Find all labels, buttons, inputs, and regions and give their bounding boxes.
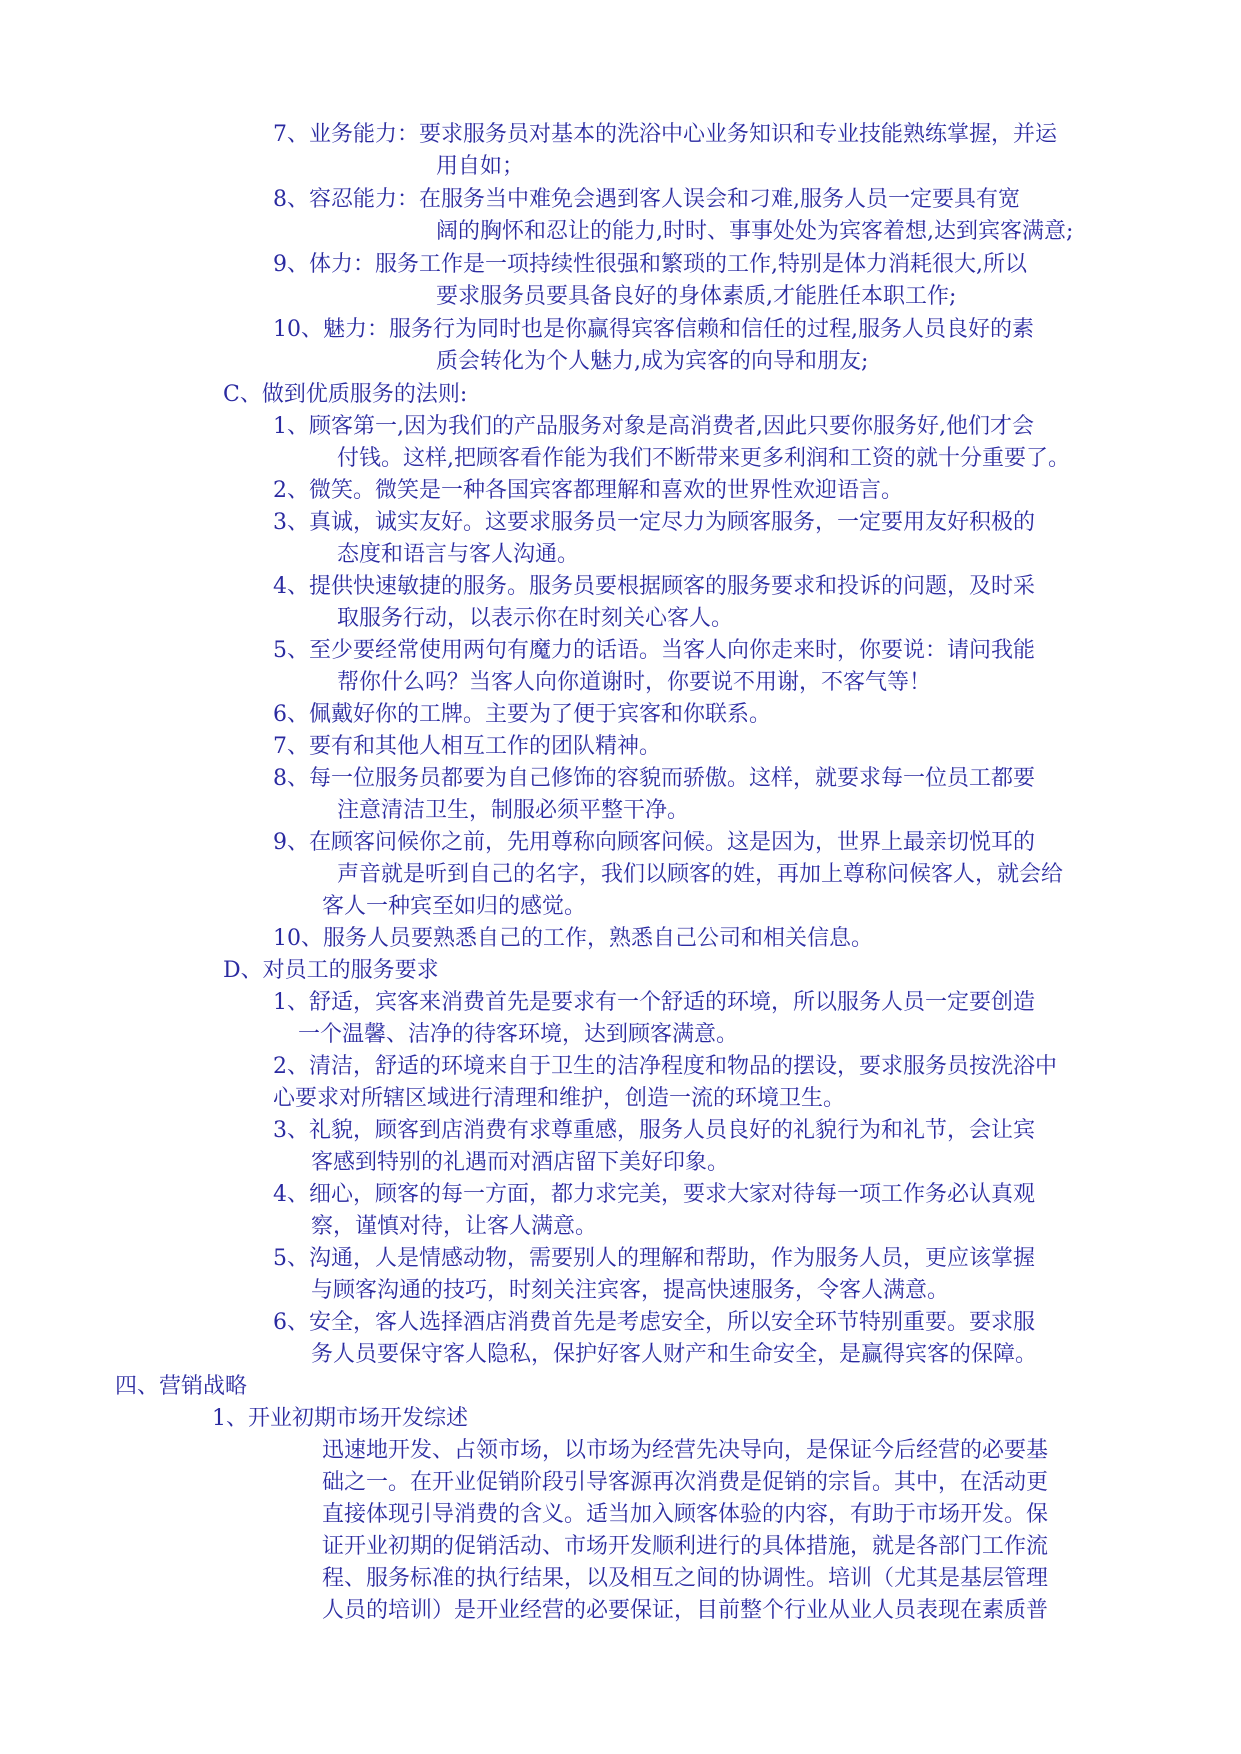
list-item-b9-line1: 9、体力：服务工作是一项持续性很强和繁琐的工作,特别是体力消耗很大,所以 bbox=[273, 252, 1027, 277]
list-item-c5-line1: 5、至少要经常使用两句有魔力的话语。当客人向你走来时，你要说：请问我能 bbox=[273, 638, 1035, 663]
list-item-c7: 7、要有和其他人相互工作的团队精神。 bbox=[273, 734, 661, 759]
list-item-c9-line3: 客人一种宾至如归的感觉。 bbox=[322, 894, 587, 919]
list-item-d1-line2: 一个温馨、洁净的待客环境，达到顾客满意。 bbox=[298, 1022, 739, 1047]
list-item-c3-line1: 3、真诚，诚实友好。这要求服务员一定尽力为顾客服务，一定要用友好积极的 bbox=[273, 510, 1035, 535]
list-item-c8-line1: 8、每一位服务员都要为自己修饰的容貌而骄傲。这样，就要求每一位员工都要 bbox=[273, 766, 1035, 791]
paragraph-line-1: 迅速地开发、占领市场，以市场为经营先决导向，是保证今后经营的必要基 bbox=[322, 1438, 1049, 1463]
list-item-d2-line1: 2、清洁，舒适的环境来自于卫生的洁净程度和物品的摆设，要求服务员按洗浴中 bbox=[273, 1054, 1057, 1079]
list-item-c10: 10、服务人员要熟悉自己的工作，熟悉自己公司和相关信息。 bbox=[273, 926, 873, 951]
list-item-d2-line2: 心要求对所辖区域进行清理和维护，创造一流的环境卫生。 bbox=[273, 1086, 846, 1111]
section-d-heading: D、对员工的服务要求 bbox=[223, 958, 439, 983]
paragraph-line-2: 础之一。在开业促销阶段引导客源再次消费是促销的宗旨。其中，在活动更 bbox=[322, 1470, 1049, 1495]
list-item-c3-line2: 态度和语言与客人沟通。 bbox=[337, 542, 580, 567]
paragraph-line-6: 人员的培训）是开业经营的必要保证，目前整个行业从业人员表现在素质普 bbox=[322, 1598, 1049, 1623]
list-item-b7-line2: 用自如； bbox=[436, 154, 525, 179]
list-item-b10-line2: 质会转化为个人魅力,成为宾客的向导和朋友; bbox=[436, 349, 869, 374]
list-item-c2: 2、微笑。微笑是一种各国宾客都理解和喜欢的世界性欢迎语言。 bbox=[273, 478, 903, 503]
list-item-c4-line2: 取服务行动，以表示你在时刻关心客人。 bbox=[337, 606, 734, 631]
paragraph-line-4: 证开业初期的促销活动、市场开发顺利进行的具体措施，就是各部门工作流 bbox=[322, 1534, 1049, 1559]
list-item-b8-line2: 阔的胸怀和忍让的能力,时时、事事处处为宾客着想,达到宾客满意; bbox=[436, 219, 1074, 244]
list-item-c8-line2: 注意清洁卫生，制服必须平整干净。 bbox=[337, 798, 690, 823]
list-item-b9-line2: 要求服务员要具备良好的身体素质,才能胜任本职工作; bbox=[436, 284, 957, 309]
paragraph-line-5: 程、服务标准的执行结果，以及相互之间的协调性。培训（尤其是基层管理 bbox=[322, 1566, 1049, 1591]
section-4-heading: 四、营销战略 bbox=[115, 1374, 248, 1399]
list-item-d4-line1: 4、细心，顾客的每一方面，都力求完美，要求大家对待每一项工作务必认真观 bbox=[273, 1182, 1035, 1207]
section-c-heading: C、做到优质服务的法则: bbox=[223, 382, 468, 407]
paragraph-line-3: 直接体现引导消费的含义。适当加入顾客体验的内容，有助于市场开发。保 bbox=[322, 1502, 1049, 1527]
section-4-subheading: 1、开业初期市场开发综述 bbox=[212, 1406, 468, 1431]
list-item-c4-line1: 4、提供快速敏捷的服务。服务员要根据顾客的服务要求和投诉的问题，及时采 bbox=[273, 574, 1035, 599]
list-item-b10-line1: 10、魅力：服务行为同时也是你赢得宾客信赖和信任的过程,服务人员良好的素 bbox=[273, 317, 1034, 342]
list-item-c9-line2: 声音就是听到自己的名字，我们以顾客的姓，再加上尊称问候客人，就会给 bbox=[337, 862, 1064, 887]
list-item-d6-line1: 6、安全，客人选择酒店消费首先是考虑安全，所以安全环节特别重要。要求服 bbox=[273, 1310, 1035, 1335]
list-item-c1-line1: 1、顾客第一,因为我们的产品服务对象是高消费者,因此只要你服务好,他们才会 bbox=[273, 414, 1034, 439]
list-item-c9-line1: 9、在顾客问候你之前，先用尊称向顾客问候。这是因为，世界上最亲切悦耳的 bbox=[273, 830, 1035, 855]
list-item-d5-line2: 与顾客沟通的技巧，时刻关注宾客，提高快速服务，令客人满意。 bbox=[311, 1278, 950, 1303]
list-item-b7-line1: 7、业务能力：要求服务员对基本的洗浴中心业务知识和专业技能熟练掌握，并运 bbox=[273, 122, 1057, 147]
list-item-c1-line2: 付钱。这样,把顾客看作能为我们不断带来更多利润和工资的就十分重要了。 bbox=[337, 446, 1070, 471]
list-item-c6: 6、佩戴好你的工牌。主要为了便于宾客和你联系。 bbox=[273, 702, 771, 727]
list-item-d6-line2: 务人员要保守客人隐私，保护好客人财产和生命安全，是赢得宾客的保障。 bbox=[311, 1342, 1038, 1367]
list-item-d4-line2: 察，谨慎对待，让客人满意。 bbox=[311, 1214, 598, 1239]
list-item-b8-line1: 8、容忍能力：在服务当中难免会遇到客人误会和刁难,服务人员一定要具有宽 bbox=[273, 187, 1020, 212]
list-item-d3-line1: 3、礼貌，顾客到店消费有求尊重感，服务人员良好的礼貌行为和礼节，会让宾 bbox=[273, 1118, 1035, 1143]
list-item-d3-line2: 客感到特别的礼遇而对酒店留下美好印象。 bbox=[311, 1150, 730, 1175]
list-item-d1-line1: 1、舒适，宾客来消费首先是要求有一个舒适的环境，所以服务人员一定要创造 bbox=[273, 990, 1035, 1015]
list-item-d5-line1: 5、沟通，人是情感动物，需要别人的理解和帮助，作为服务人员，更应该掌握 bbox=[273, 1246, 1035, 1271]
list-item-c5-line2: 帮你什么吗？当客人向你道谢时，你要说不用谢，不客气等！ bbox=[337, 670, 932, 695]
